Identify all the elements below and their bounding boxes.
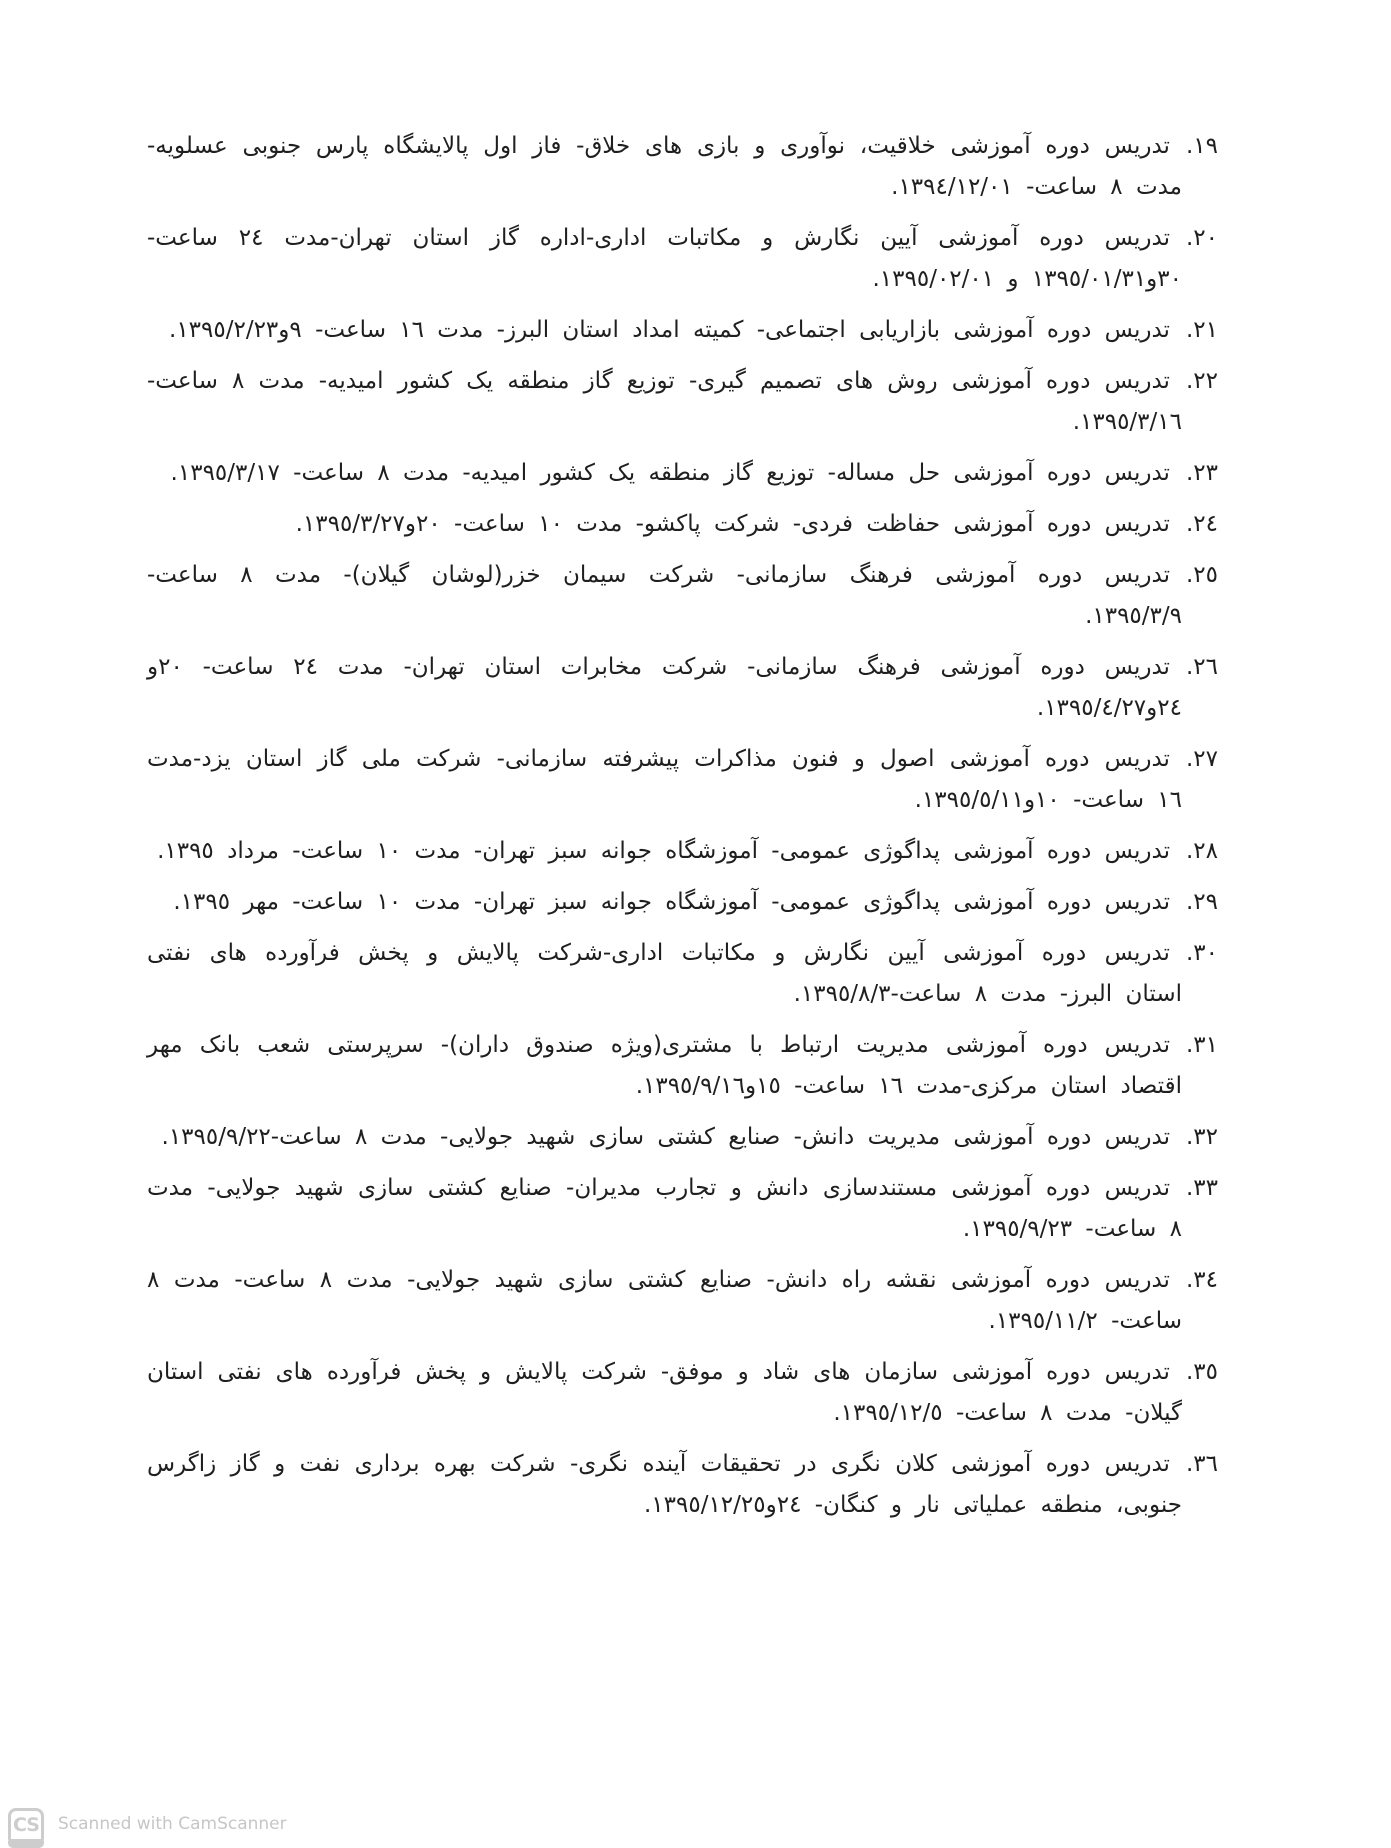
list-item-19	[147, 126, 1218, 208]
item-number: ٢٧.	[1185, 746, 1218, 772]
camscanner-watermark	[8, 1808, 287, 1842]
item-text: تدریس دوره آموزشی حفاظت فردی- شرکت پاکشو- مدت ١٠ ساعت- ٢٠و١٣٩٥/٣/٢٧.	[295, 511, 1170, 537]
item-number: ٢٨.	[1185, 838, 1218, 864]
item-number: ٢٣.	[1185, 460, 1218, 486]
item-number: ٣٢.	[1185, 1124, 1218, 1150]
item-number: ٢٦.	[1185, 654, 1218, 680]
list-item-32	[147, 1117, 1218, 1158]
list-item-34	[147, 1260, 1218, 1342]
item-text: تدریس دوره آموزشی آیین نگارش و مکاتبات اداری-شرکت پالایش و پخش فرآورده های نفتی استان البرز- مدت ٨ ساعت-١٣٩٥/٨/٣.	[147, 940, 1182, 1007]
list-item-23	[147, 453, 1218, 494]
list-item-25	[147, 555, 1218, 637]
list-item-36	[147, 1444, 1218, 1526]
item-number: ٢١.	[1185, 317, 1218, 343]
item-number: ١٩.	[1185, 133, 1218, 159]
list-item-31	[147, 1025, 1218, 1107]
item-number: ٢٥.	[1185, 562, 1218, 588]
item-text: تدریس دوره آموزشی کلان نگری در تحقیقات آینده نگری- شرکت بهره برداری نفت و گاز زاگرس جنوبی، منطقه عملیاتی نار و کنگان- ٢٤و١٣٩٥/١٢/٢٥.	[147, 1451, 1182, 1518]
list-item-29	[147, 882, 1218, 923]
list-item-26	[147, 647, 1218, 729]
item-text: تدریس دوره آموزشی مدیریت ارتباط با مشتری(ویژه صندوق داران)- سرپرستی شعب بانک مهر اقتصاد استان مرکزی-مدت ١٦ ساعت- ١٥و١٣٩٥/٩/١٦.	[147, 1032, 1182, 1099]
list-item-30	[147, 933, 1218, 1015]
list-item-28	[147, 831, 1218, 872]
item-number: ٣١.	[1185, 1032, 1218, 1058]
item-number: ٣٦.	[1185, 1451, 1218, 1477]
item-text: تدریس دوره آموزشی مدیریت دانش- صنایع کشتی سازی شهید جولایی- مدت ٨ ساعت-١٣٩٥/٩/٢٢.	[161, 1124, 1170, 1150]
list-item-35	[147, 1352, 1218, 1434]
camscanner-logo-tab	[8, 1840, 44, 1848]
item-number: ٣٥.	[1185, 1359, 1218, 1385]
course-list	[147, 126, 1218, 1536]
item-text: تدریس دوره آموزشی سازمان های شاد و موفق- شرکت پالایش و پخش فرآورده های نفتی استان گیلان- مدت ٨ ساعت- ١٣٩٥/١٢/٥.	[147, 1359, 1182, 1426]
item-number: ٢٠.	[1185, 225, 1218, 251]
camscanner-logo-icon	[8, 1808, 44, 1842]
camscanner-caption: Scanned with CamScanner	[58, 1814, 287, 1834]
list-item-21	[147, 310, 1218, 351]
item-number: ٣٣.	[1185, 1175, 1218, 1201]
item-number: ٢٤.	[1185, 511, 1218, 537]
list-item-20	[147, 218, 1218, 300]
item-text: تدریس دوره آموزشی نقشه راه دانش- صنایع کشتی سازی شهید جولایی- مدت ٨ ساعت- مدت ٨ ساعت- ١٣٩٥/١١/٢.	[147, 1267, 1182, 1334]
item-text: تدریس دوره آموزشی فرهنگ سازمانی- شرکت مخابرات استان تهران- مدت ٢٤ ساعت- ٢٠و ٢٤و١٣٩٥/٤/٢٧.	[147, 654, 1182, 721]
item-text: تدریس دوره آموزشی فرهنگ سازمانی- شرکت سیمان خزر(لوشان گیلان)- مدت ٨ ساعت- ١٣٩٥/٣/٩.	[147, 562, 1182, 629]
item-number: ٢٩.	[1185, 889, 1218, 915]
list-item-22	[147, 361, 1218, 443]
item-text: تدریس دوره آموزشی آیین نگارش و مکاتبات اداری-اداره گاز استان تهران-مدت ٢٤ ساعت- ٣٠و١٣٩٥/٠١/٣١ و ١٣٩٥/٠٢/٠١.	[147, 225, 1182, 292]
list-item-24	[147, 504, 1218, 545]
list-item-27	[147, 739, 1218, 821]
item-text: تدریس دوره آموزشی روش های تصمیم گیری- توزیع گاز منطقه یک کشور امیدیه- مدت ٨ ساعت- ١٣٩٥/٣/١٦.	[147, 368, 1182, 435]
item-text: تدریس دوره آموزشی مستندسازی دانش و تجارب مدیران- صنایع کشتی سازی شهید جولایی- مدت ٨ ساعت- ١٣٩٥/٩/٢٣.	[147, 1175, 1182, 1242]
item-text: تدریس دوره آموزشی خلاقیت، نوآوری و بازی های خلاق- فاز اول پالایشگاه پارس جنوبی عسلویه- مدت ٨ ساعت- ١٣٩٤/١٢/٠١.	[147, 133, 1182, 200]
item-text: تدریس دوره آموزشی پداگوژی عمومی- آموزشگاه جوانه سبز تهران- مدت ١٠ ساعت- مهر ١٣٩٥.	[173, 889, 1170, 915]
item-text: تدریس دوره آموزشی حل مساله- توزیع گاز منطقه یک کشور امیدیه- مدت ٨ ساعت- ١٣٩٥/٣/١٧.	[170, 460, 1170, 486]
item-text: تدریس دوره آموزشی بازاریابی اجتماعی- کمیته امداد استان البرز- مدت ١٦ ساعت- ٩و١٣٩٥/٢/٢٣.	[169, 317, 1170, 343]
camscanner-logo-text: CS	[13, 1814, 39, 1836]
item-number: ٢٢.	[1185, 368, 1218, 394]
item-number: ٣٠.	[1185, 940, 1218, 966]
item-number: ٣٤.	[1185, 1267, 1218, 1293]
list-item-33	[147, 1168, 1218, 1250]
item-text: تدریس دوره آموزشی اصول و فنون مذاکرات پیشرفته سازمانی- شرکت ملی گاز استان یزد-مدت ١٦ ساعت- ١٠و١٣٩٥/٥/١١.	[147, 746, 1182, 813]
item-text: تدریس دوره آموزشی پداگوژی عمومی- آموزشگاه جوانه سبز تهران- مدت ١٠ ساعت- مرداد ١٣٩٥.	[157, 838, 1170, 864]
